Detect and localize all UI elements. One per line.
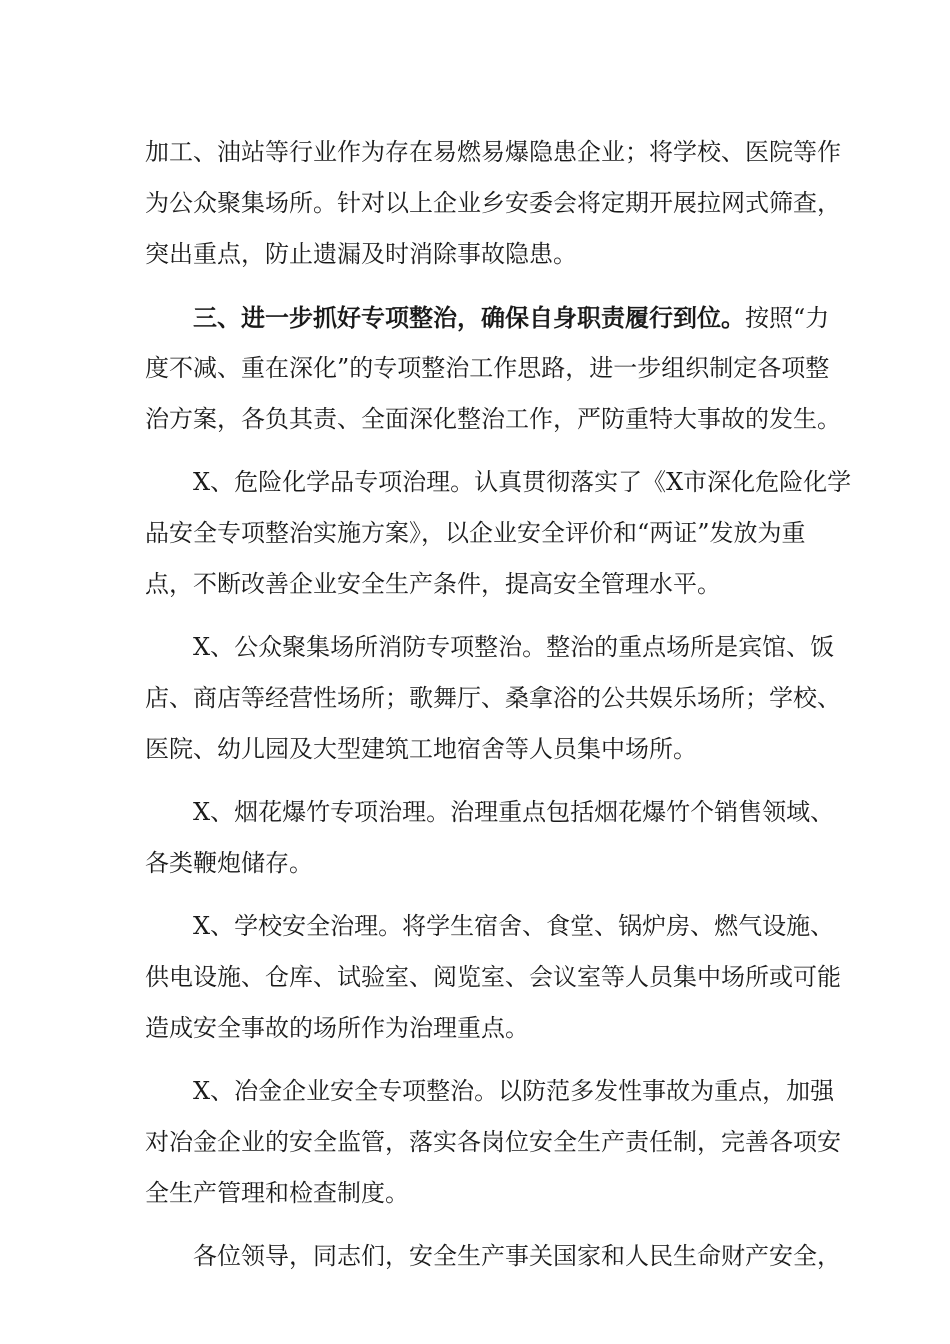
text-line: 造成安全事故的场所作为治理重点。 [145, 1014, 529, 1042]
paragraph-school-safety [145, 901, 841, 1054]
text-line: 医院、幼儿园及大型建筑工地宿舍等人员集中场所。 [145, 735, 697, 763]
paragraph-section-three [145, 292, 841, 445]
paragraph-hazardous-chemicals [145, 457, 852, 610]
text-line: X、冶金企业安全专项整治。以防范多发性事故为重点，加强 [193, 1077, 835, 1105]
text-line: 度不减、重在深化”的专项整治工作思路，进一步组织制定各项整 [145, 354, 830, 382]
paragraph-public-venues [145, 622, 841, 775]
text-line: 各位领导，同志们，安全生产事关国家和人民生命财产安全， [193, 1242, 841, 1270]
text-line: X、学校安全治理。将学生宿舍、食堂、锅炉房、燃气设施、 [193, 912, 835, 940]
text-line: 治方案，各负其责、全面深化整治工作，严防重特大事故的发生。 [145, 405, 841, 433]
paragraph-fireworks [145, 787, 835, 889]
text-line: 突出重点，防止遗漏及时消除事故隐患。 [145, 240, 577, 268]
paragraph-closing [145, 1231, 841, 1282]
text-line: 品安全专项整治实施方案》，以企业安全评价和“两证”发放为重 [145, 519, 806, 547]
text-line: X、烟花爆竹专项治理。治理重点包括烟花爆竹个销售领域、 [193, 798, 835, 826]
paragraph-hazard-enterprises [145, 127, 841, 280]
text-line: X、危险化学品专项治理。认真贯彻落实了《X市深化危险化学 [193, 468, 852, 496]
paragraph-metallurgy [145, 1066, 841, 1219]
text-line [145, 292, 830, 343]
text-line: 各类鞭炮储存。 [145, 849, 313, 877]
text-line: 全生产管理和检查制度。 [145, 1179, 409, 1207]
text-line: 店、商店等经营性场所；歌舞厅、桑拿浴的公共娱乐场所；学校、 [145, 684, 841, 712]
text-line: 加工、油站等行业作为存在易燃易爆隐患企业；将学校、医院等作 [145, 138, 841, 166]
document-body [145, 127, 852, 1294]
text-line: 对冶金企业的安全监管，落实各岗位安全生产责任制，完善各项安 [145, 1128, 841, 1156]
section-heading: 三、进一步抓好专项整治，确保自身职责履行到位。 [193, 303, 745, 332]
text-line: X、公众聚集场所消防专项整治。整治的重点场所是宾馆、饭 [193, 633, 835, 661]
text-line: 点，不断改善企业安全生产条件，提高安全管理水平。 [145, 570, 721, 598]
heading-continuation: 按照“力 [745, 304, 830, 332]
text-line: 供电设施、仓库、试验室、阅览室、会议室等人员集中场所或可能 [145, 963, 841, 991]
text-line: 为公众聚集场所。针对以上企业乡安委会将定期开展拉网式筛查， [145, 189, 841, 217]
